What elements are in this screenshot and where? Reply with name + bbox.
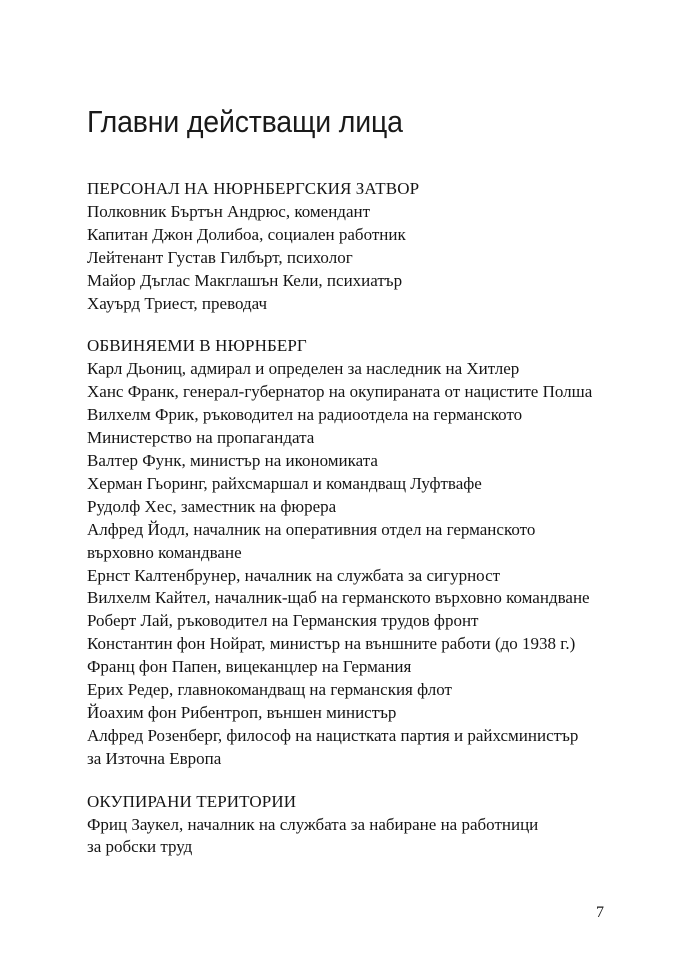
list-item: за Източна Европа — [87, 748, 222, 768]
list-item: върховно командване — [87, 542, 242, 562]
list-item: Херман Гьоринг, райхсмаршал и командващ Луфтвафе — [87, 473, 482, 493]
section-heading: ОБВИНЯЕМИ В НЮРНБЕРГ — [87, 336, 307, 356]
list-item: Хауърд Триест, преводач — [87, 293, 268, 313]
list-item: Карл Дьониц, адмирал и определен за наследник на Хитлер — [87, 359, 520, 379]
page-number: 7 — [596, 904, 604, 921]
list-item: Вилхелм Кайтел, началник-щаб на германското върховно командване — [87, 588, 590, 608]
list-item: Ерих Редер, главнокомандващ на германския флот — [87, 680, 452, 700]
list-item: Полковник Бъртън Андрюс, комендант — [87, 201, 371, 221]
list-item: Константин фон Нойрат, министър на външните работи (до 1938 г.) — [87, 634, 576, 654]
list-item: Алфред Розенберг, философ на нацистката партия и райхсминистър — [87, 725, 579, 745]
list-item: Роберт Лай, ръководител на Германския трудов фронт — [87, 611, 479, 631]
section-heading: ОКУПИРАНИ ТЕРИТОРИИ — [87, 791, 297, 811]
list-item: Министерство на пропагандата — [87, 428, 315, 448]
list-item: Рудолф Хес, заместник на фюрера — [87, 496, 337, 516]
list-item: Ханс Франк, генерал-губернатор на окупираната от нацистите Полша — [87, 382, 593, 402]
list-item: Майор Дъглас Макглашън Кели, психиатър — [87, 270, 403, 290]
list-item: за робски труд — [87, 837, 193, 857]
section-heading: ПЕРСОНАЛ НА НЮРНБЕРГСКИЯ ЗАТВОР — [87, 179, 420, 198]
list-item: Франц фон Папен, вицеканцлер на Германия — [87, 657, 412, 677]
list-item: Капитан Джон Долибоа, социален работник — [87, 224, 406, 244]
section-prison-staff — [87, 178, 647, 315]
list-item: Ернст Калтенбрунер, началник на службата за сигурност — [87, 565, 501, 585]
section-defendants — [87, 335, 647, 770]
section-occupied-territories — [87, 791, 647, 860]
list-item: Лейтенант Густав Гилбърт, психолог — [87, 247, 353, 267]
list-item: Алфред Йодл, началник на оперативния отдел на германското — [87, 519, 536, 539]
list-item: Йоахим фон Рибентроп, външен министър — [87, 702, 397, 722]
list-item: Вилхелм Фрик, ръководител на радиоотдела на германското — [87, 405, 523, 425]
list-item: Валтер Функ, министър на икономиката — [87, 450, 378, 470]
character-list — [87, 178, 647, 859]
page-title: Главни действащи лица — [87, 104, 403, 139]
list-item: Фриц Заукел, началник на службата за набиране на работници — [87, 814, 539, 834]
